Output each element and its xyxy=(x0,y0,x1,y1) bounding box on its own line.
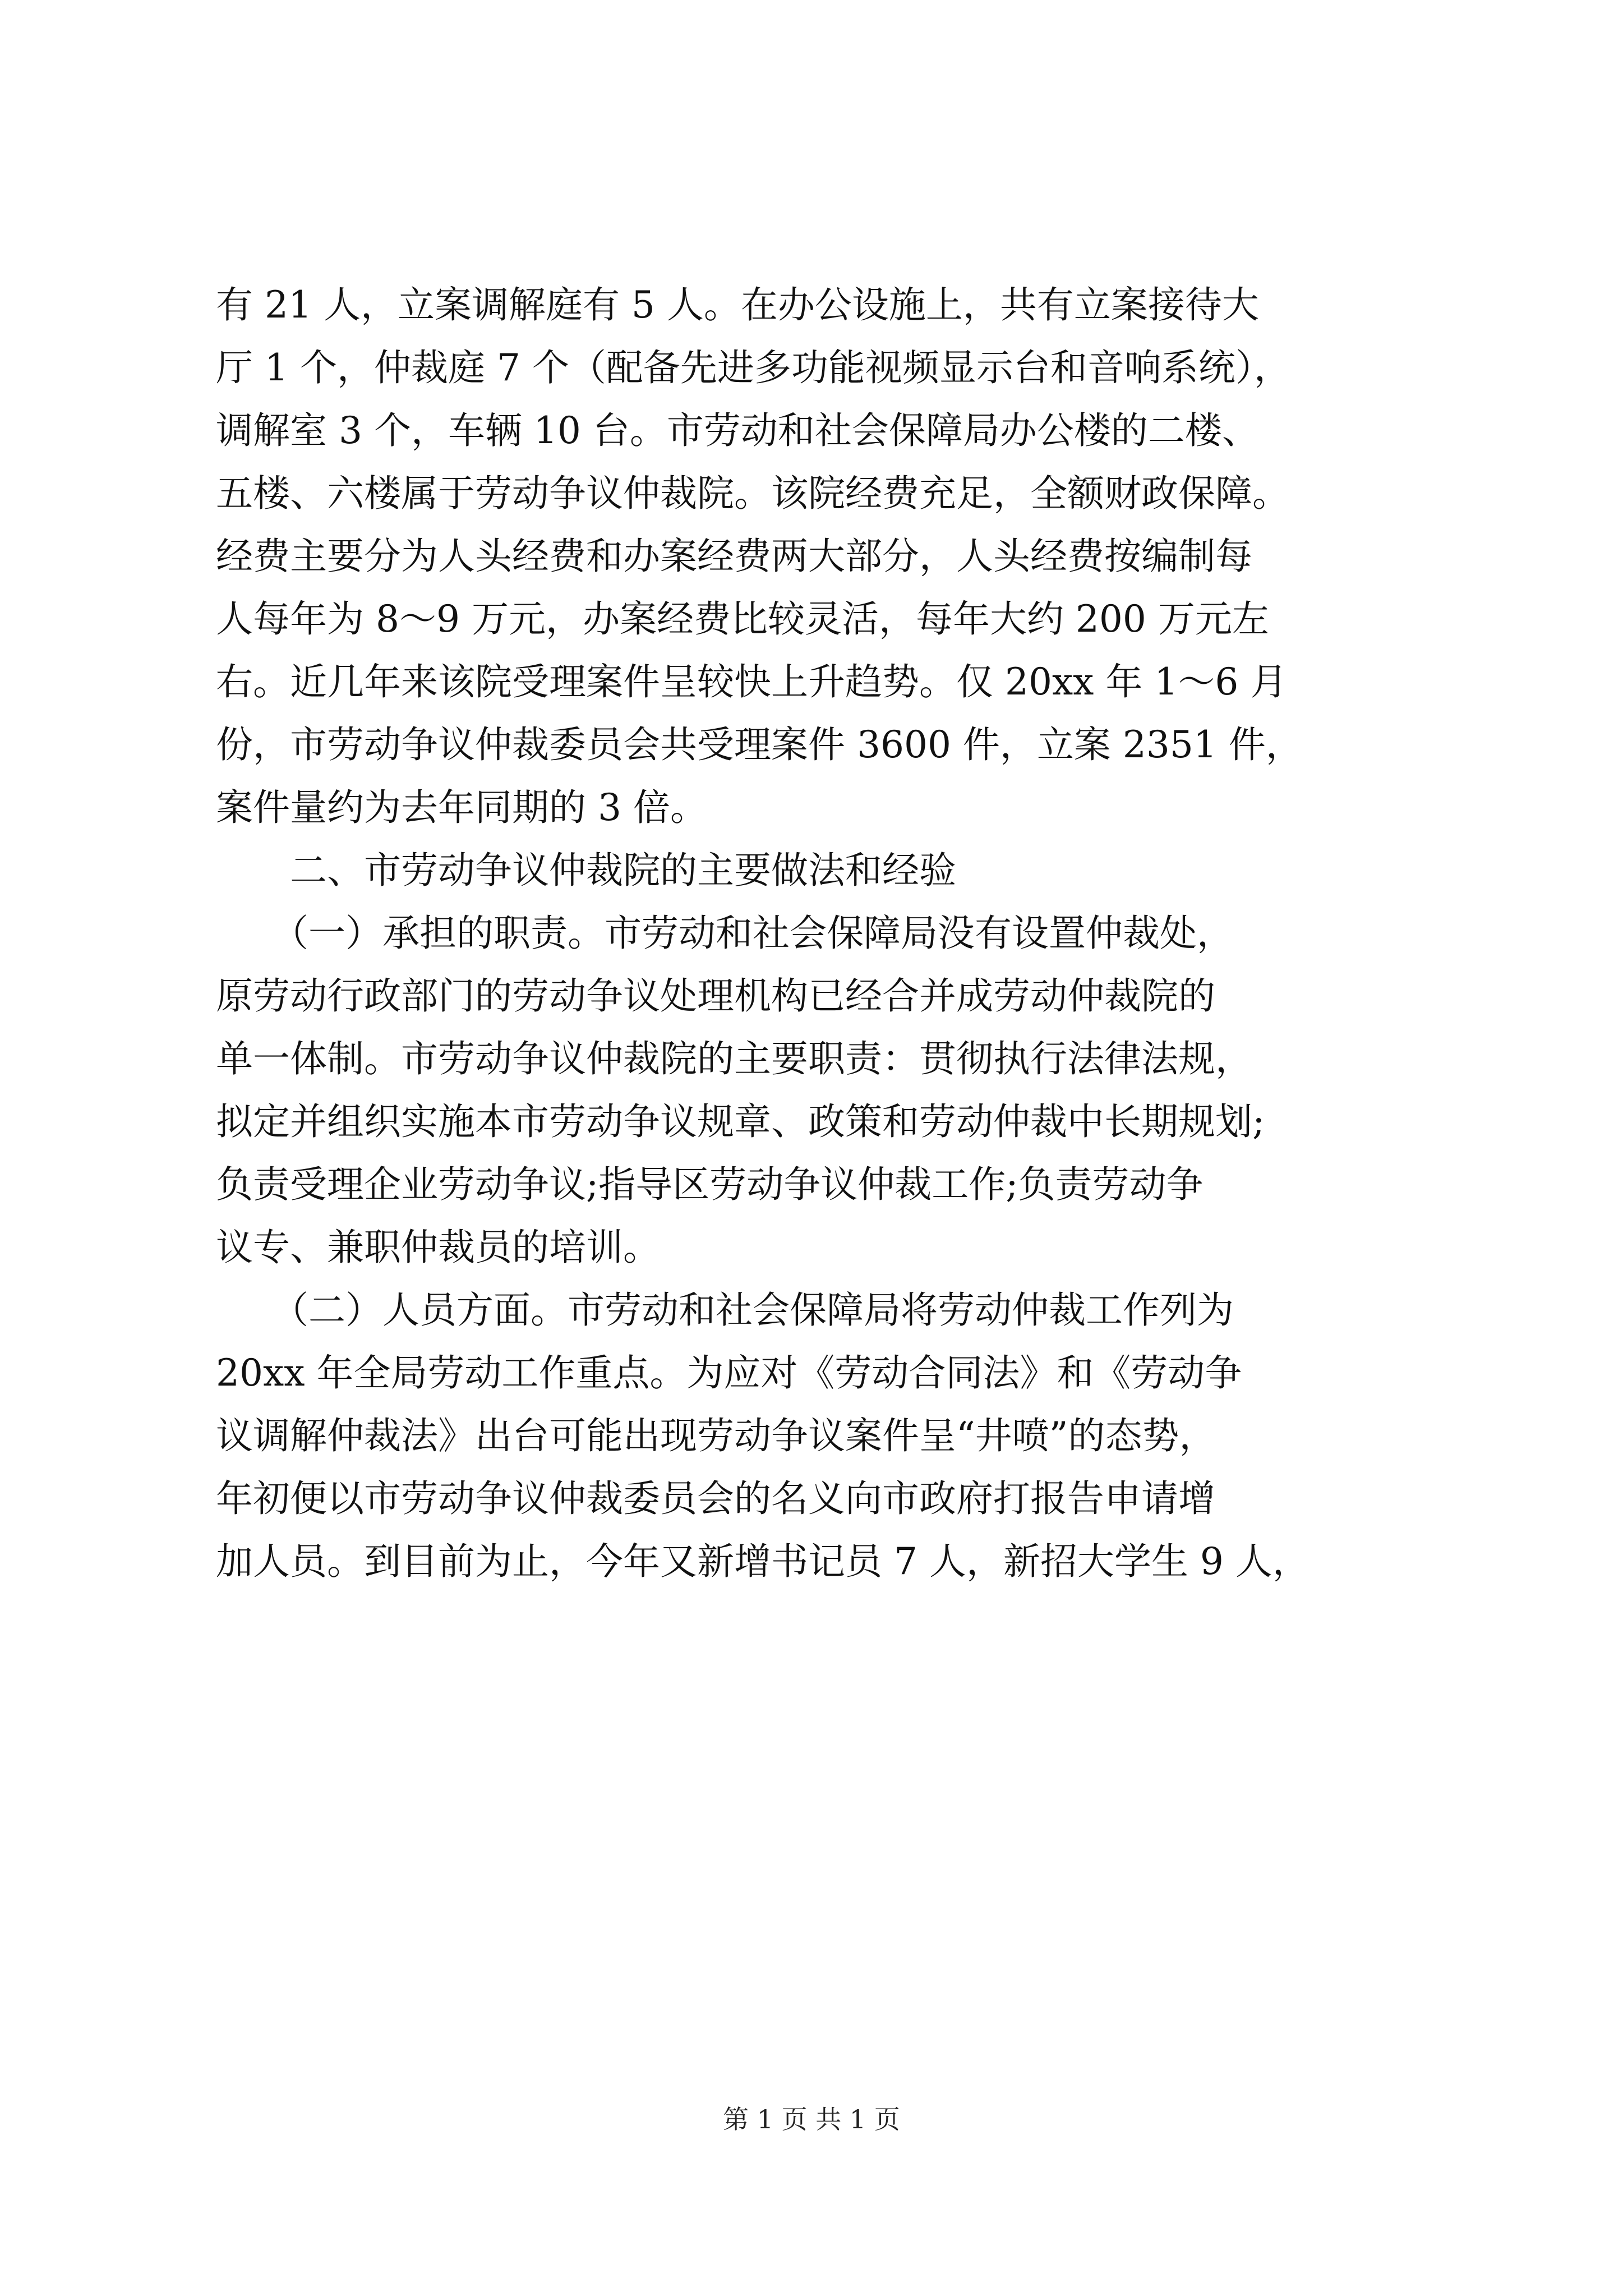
text-line: 调解室 3 个，车辆 10 台。市劳动和社会保障局办公楼的二楼、 xyxy=(216,409,1259,452)
page-footer xyxy=(0,2099,1623,2136)
document-body xyxy=(216,274,1416,1593)
text-line: 经费主要分为人头经费和办案经费两大部分，人头经费按编制每 xyxy=(216,535,1252,578)
text-line: 案件量约为去年同期的 3 倍。 xyxy=(216,786,707,829)
page-number: 第 1 页 共 1 页 xyxy=(723,2104,900,2134)
text-line: 加人员。到目前为止，今年又新增书记员 7 人，新招大学生 9 人， xyxy=(216,1540,1310,1583)
text-line: 年初便以市劳动争议仲裁委员会的名义向市政府打报告申请增 xyxy=(216,1477,1215,1520)
text-line: 厅 1 个，仲裁庭 7 个（配备先进多功能视频显示台和音响系统）， xyxy=(216,346,1291,389)
text-line: （二）人员方面。市劳动和社会保障局将劳动仲裁工作列为 xyxy=(216,1289,1234,1332)
text-line: 原劳动行政部门的劳动争议处理机构已经合并成劳动仲裁院的 xyxy=(216,974,1215,1018)
text-line: 议专、兼职仲裁员的培训。 xyxy=(216,1226,660,1269)
text-line: 20xx 年全局劳动工作重点。为应对《劳动合同法》和《劳动争 xyxy=(216,1351,1242,1395)
text-line: （一）承担的职责。市劳动和社会保障局没有设置仲裁处， xyxy=(216,912,1234,955)
text-line: 有 21 人，立案调解庭有 5 人。在办公设施上，共有立案接待大 xyxy=(216,283,1259,326)
text-line: 议调解仲裁法》出台可能出现劳动争议案件呈“井喷”的态势， xyxy=(216,1414,1216,1457)
text-line: 右。近几年来该院受理案件呈较快上升趋势。仅 20xx 年 1～6 月 xyxy=(216,660,1288,703)
text-line: 负责受理企业劳动争议;指导区劳动争议仲裁工作;负责劳动争 xyxy=(216,1163,1204,1206)
text-line: 五楼、六楼属于劳动争议仲裁院。该院经费充足，全额财政保障。 xyxy=(216,472,1289,515)
text-line: 份，市劳动争议仲裁委员会共受理案件 3600 件，立案 2351 件， xyxy=(216,723,1303,766)
text-line: 单一体制。市劳动争议仲裁院的主要职责：贯彻执行法律法规， xyxy=(216,1037,1252,1080)
text-line: 拟定并组织实施本市劳动争议规章、政策和劳动仲裁中长期规划; xyxy=(216,1100,1265,1143)
section-heading: 二、市劳动争议仲裁院的主要做法和经验 xyxy=(216,849,956,892)
text-line: 人每年为 8～9 万元，办案经费比较灵活，每年大约 200 万元左 xyxy=(216,597,1269,641)
